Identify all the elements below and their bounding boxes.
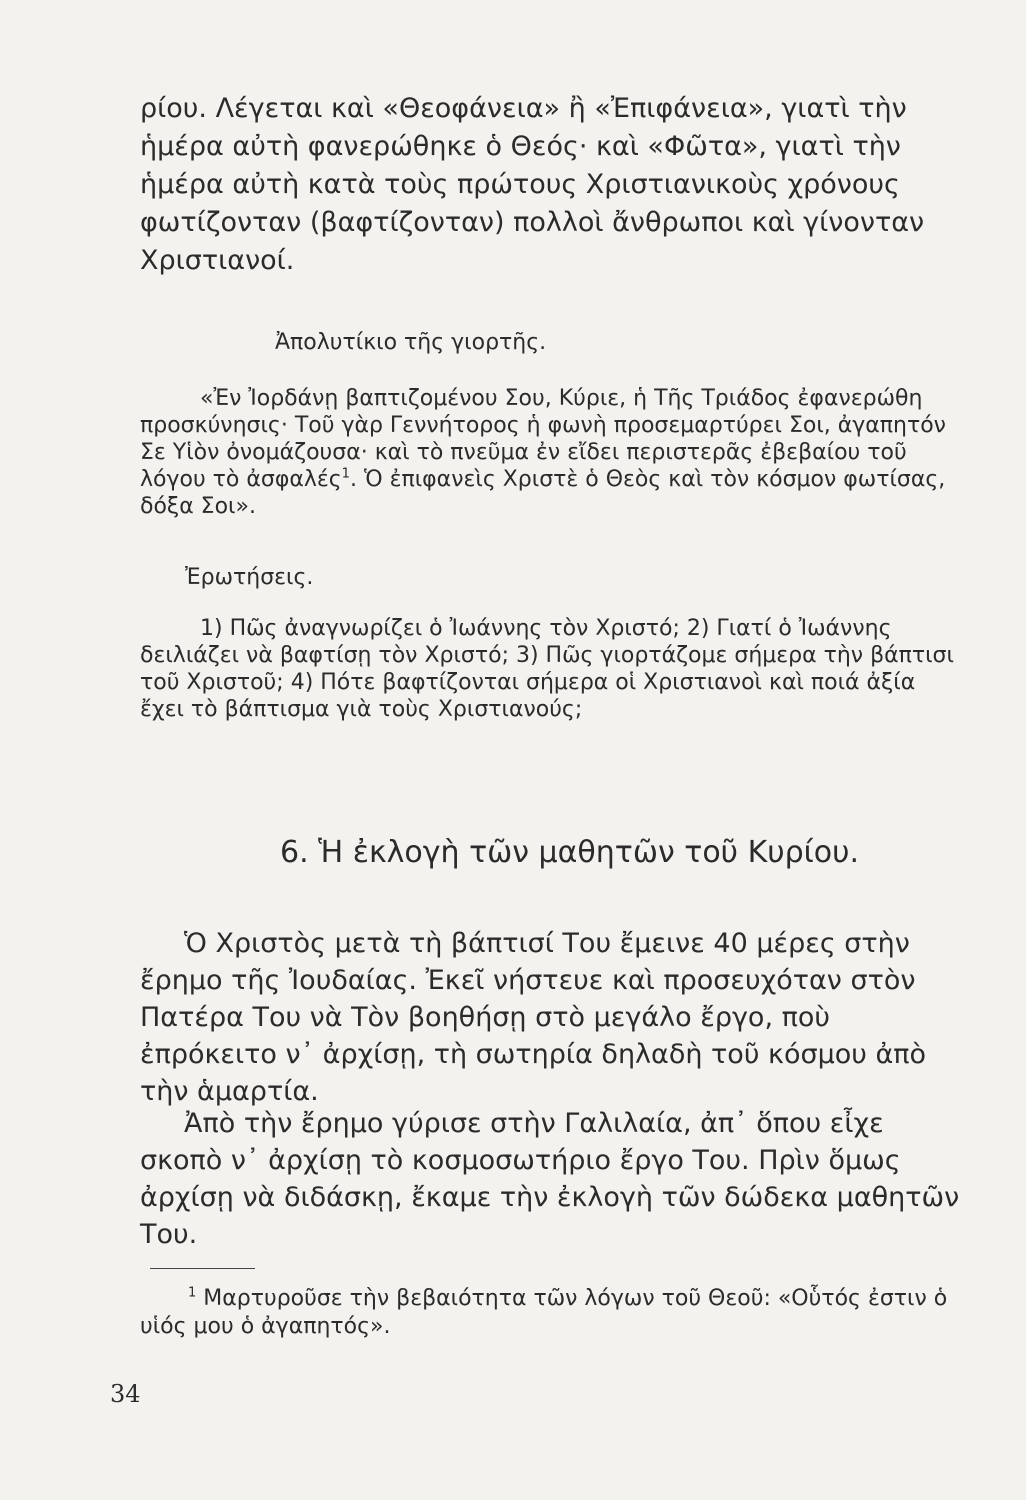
footnote-text: Μαρτυροῦσε τὴν βεβαιότητα τῶν λόγων τοῦ Θεοῦ: «Οὗτός ἐστιν ὁ υἱός μου ὁ ἀγαπητός». — [140, 1286, 948, 1339]
apolytikio-text-part-2: . Ὁ ἐπιφανεὶς Χριστὲ ὁ Θεὸς καὶ τὸν κόσμον φωτίσας, δόξα Σοι». — [140, 467, 946, 519]
paragraph-intro: ρίου. Λέγεται καὶ «Θεοφάνεια» ἢ «Ἐπιφάνεια», γιατὶ τὴν ἡμέρα αὐτὴ φανερώθηκε ὁ Θεός· καὶ «Φῶτα», γιατὶ τὴν ἡμέρα αὐτὴ κατὰ τοὺς πρώτους Χριστιανικοὺς χρόνους φωτίζονταν (βαφτίζονταν) πολλοὶ ἄνθρωποι καὶ γίνονταν Χριστιανοί. — [140, 93, 925, 276]
paragraph-desert: Ὁ Χριστὸς μετὰ τὴ βάπτισί Του ἔμεινε 40 μέρες στὴν ἔρημο τῆς Ἰουδαίας. Ἐκεῖ νήστευε καὶ προσευχόταν στὸν Πατέρα Του νὰ Τὸν βοηθήσῃ στὸ μεγάλο ἔργο, ποὺ ἐπρόκειτο ν᾽ ἀρχίσῃ, τὴ σωτηρία δηλαδὴ τοῦ κόσμου ἀπὸ τὴν ἁμαρτία. — [140, 928, 927, 1107]
footnote-reference: 1 — [341, 466, 350, 482]
footnote — [140, 1285, 960, 1341]
page-number: 34 — [110, 1380, 141, 1408]
footnote-divider — [150, 1268, 255, 1269]
section-title: 6. Ἡ ἐκλογὴ τῶν μαθητῶν τοῦ Κυρίου. — [280, 835, 860, 870]
apolytikio-text — [140, 385, 960, 520]
paragraph-galilee: Ἀπὸ τὴν ἔρημο γύρισε στὴν Γαλιλαία, ἀπ᾽ ὅπου εἶχε σκοπὸ ν᾽ ἀρχίσῃ τὸ κοσμοσωτήριο ἔργο Του. Πρὶν ὅμως ἀρχίσῃ νὰ διδάσκῃ, ἔκαμε τὴν ἐκλογὴ τῶν δώδεκα μαθητῶν Του. — [140, 1108, 960, 1250]
footnote-mark: 1 — [188, 1285, 197, 1301]
apolytikio-text-part-1: «Ἐν Ἰορδάνῃ βαπτιζομένου Σου, Κύριε, ἡ Τῆς Τριάδος ἐφανερώθη προσκύνησις· Τοῦ γὰρ Γεννήτορος ἡ φωνὴ προσεμαρτύρει Σοι, ἀγαπητόν Σε Υἱὸν ὀνομάζουσα· καὶ τὸ πνεῦμα ἐν εἴδει περιστερᾶς ἐβεβαίου τοῦ λόγου τὸ ἀσφαλές — [140, 386, 946, 492]
questions-text: 1) Πῶς ἀναγνωρίζει ὁ Ἰωάννης τὸν Χριστό; 2) Γιατί ὁ Ἰωάννης δειλιάζει νὰ βαφτίσῃ τὸν Χριστό; 3) Πῶς γιορτάζομε σήμερα τὴν βάπτισι τοῦ Χριστοῦ; 4) Πότε βαφτίζονται σήμερα οἱ Χριστιανοὶ καὶ ποιά ἀξία ἔχει τὸ βάπτισμα γιὰ τοὺς Χριστιανούς; — [140, 616, 954, 722]
apolytikio-heading: Ἀπολυτίκιο τῆς γιορτῆς. — [275, 330, 547, 355]
questions-heading: Ἐρωτήσεις. — [185, 565, 314, 590]
